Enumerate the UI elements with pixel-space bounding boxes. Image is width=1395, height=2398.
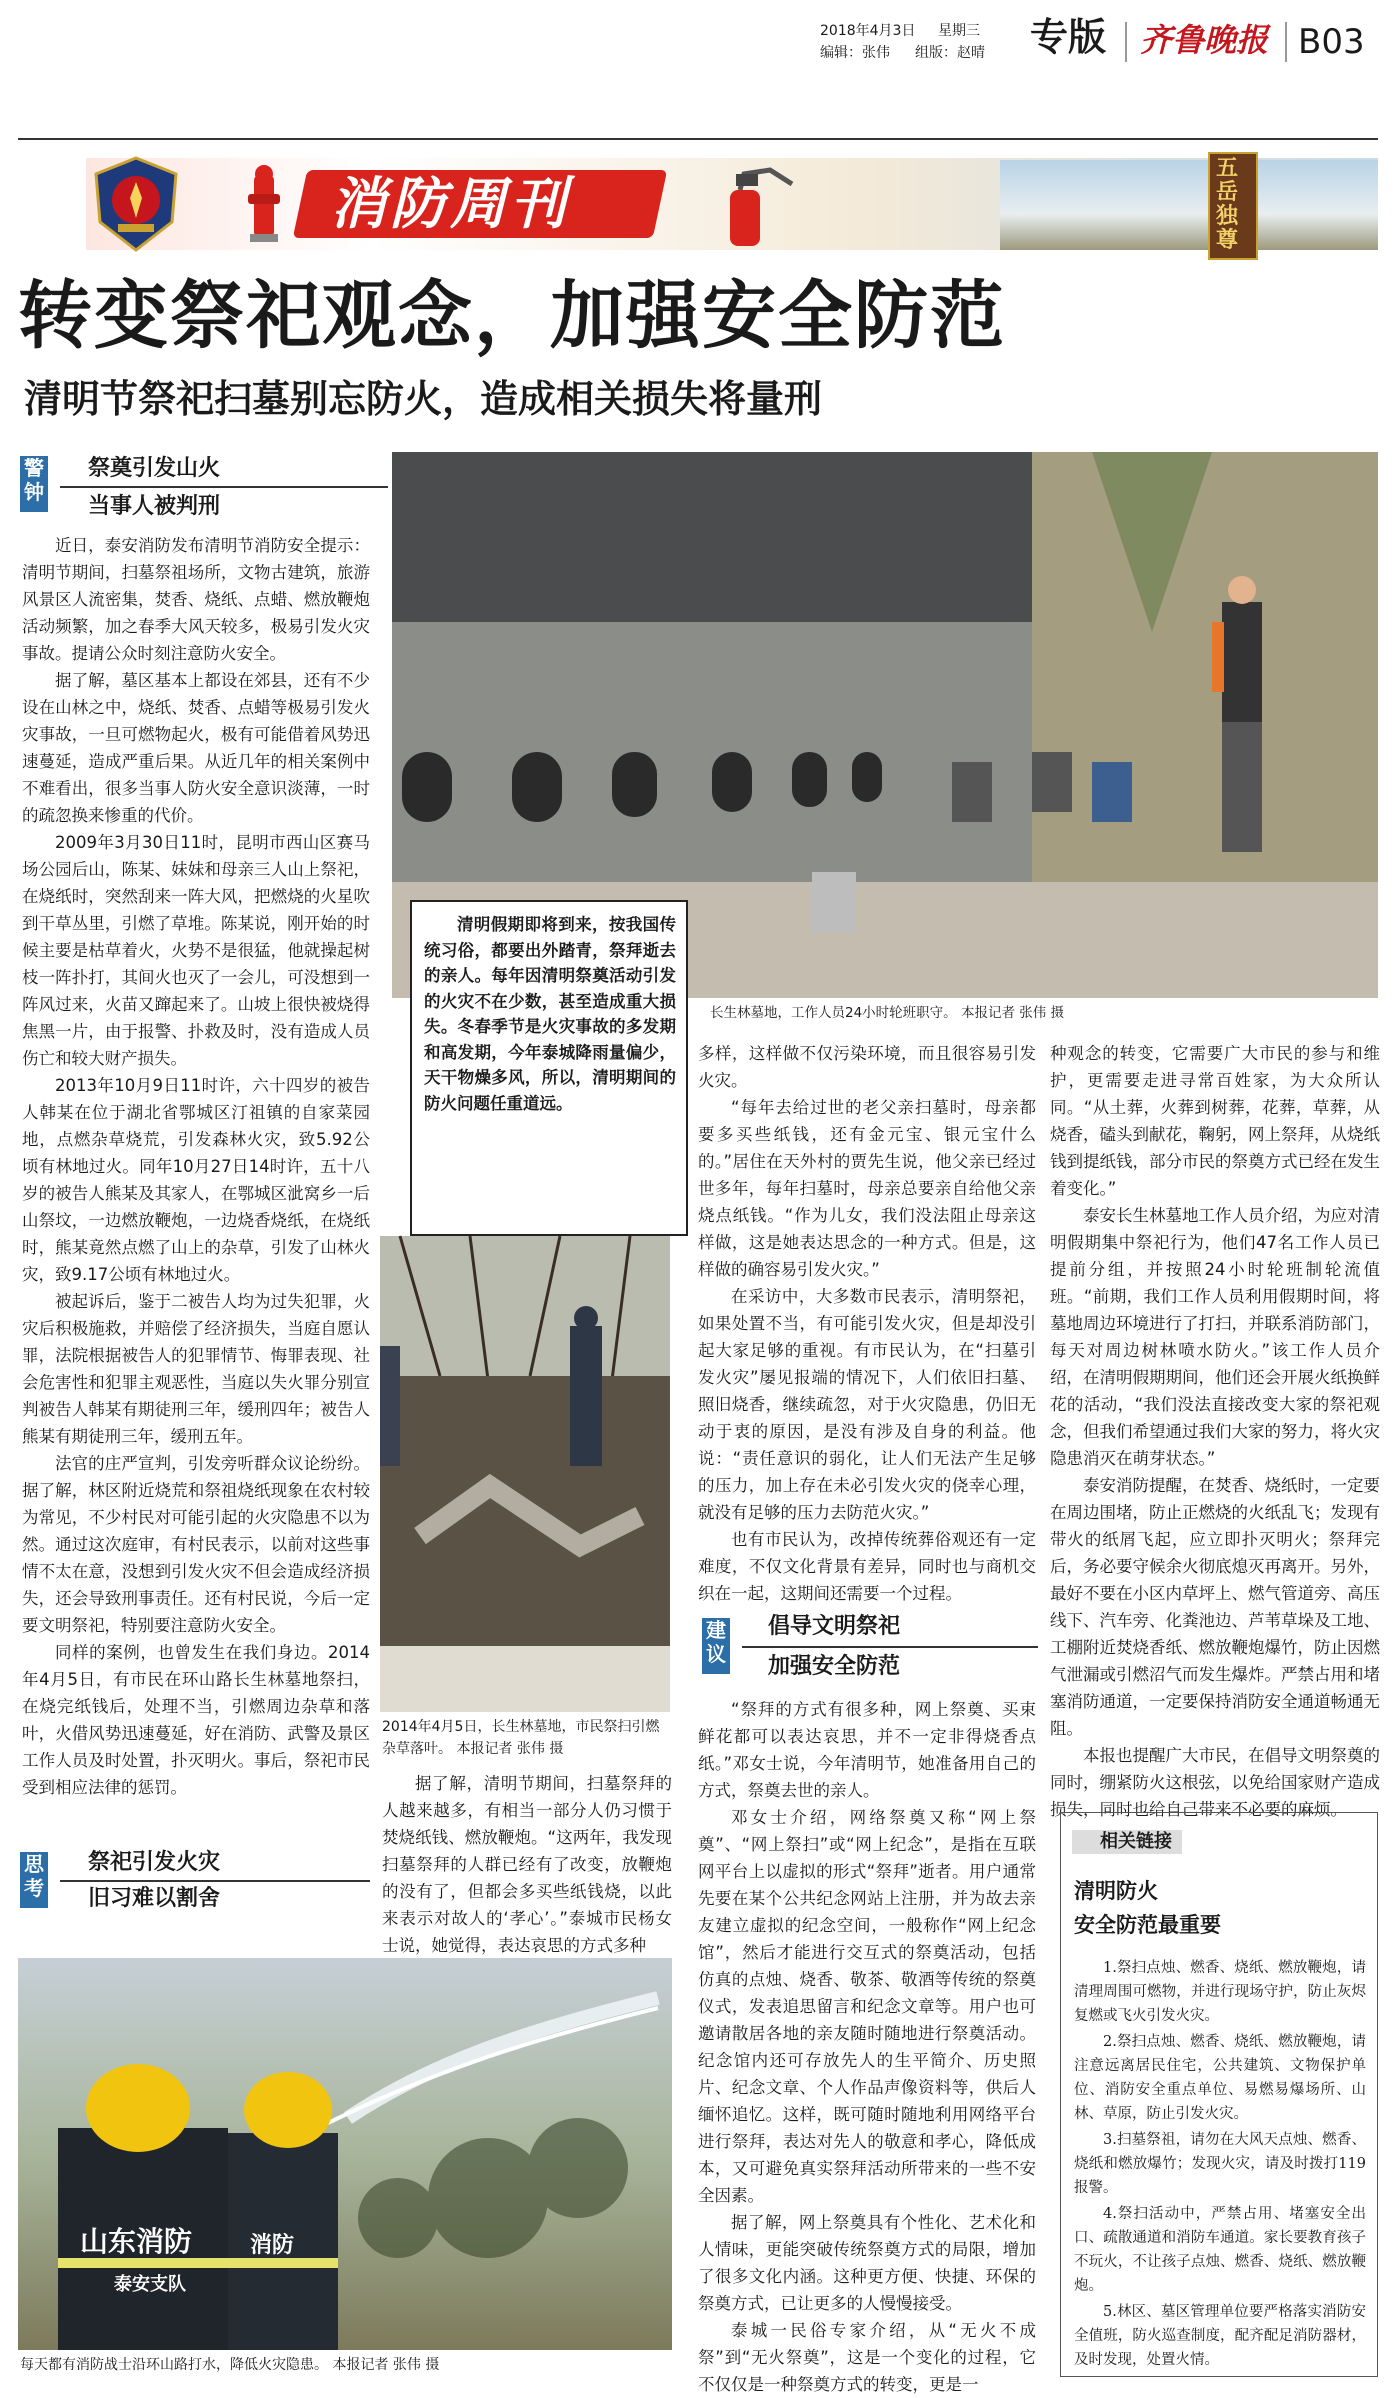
hydrant-icon [244, 164, 284, 244]
tips-label: 相关链接 [1100, 1831, 1172, 1852]
col1-para: 2009年3月30日11时，昆明市西山区赛马场公园后山，陈某、妹妹和母亲三人山上祭祀，在烧纸时，突然刮来一阵大风，把燃烧的火星吹到干草丛里，引燃了草堆。陈某说，刚开始的时候主要是枯草着火，火势不是很猛，他就操起树枝一阵扑打，其间火也灭了一会儿，可没想到一阵风过来，火苗又蹿起来了。山坡上很快被烧得焦黑一片，由于报警、扑救及时，没有造成人员伤亡和较大财产损失。 [22, 833, 370, 1068]
uniform-text-2: 泰安支队 [114, 2274, 186, 2295]
col1-para: 近日，泰安消防发布清明节消防安全提示：清明节期间，扫墓祭祖场所，文物古建筑，旅游风景区人流密集，焚香、烧纸、点蜡、燃放鞭炮活动频繁，加之春季大风天较多，极易引发火灾事故。提请公众时刻注意防火安全。 [22, 536, 370, 663]
page-number: B03 [1298, 22, 1365, 62]
col3-para: 泰城一民俗专家介绍，从“无火不成祭”到“无火祭奠”，这是一个变化的过程，它不仅仅是一种祭奠方式的转变，更是一 [698, 2321, 1036, 2394]
tip-item: 3.扫墓祭祖，请勿在大风天点烛、燃香、烧纸和燃放爆竹；发现火灾，请及时拨打119报警。 [1074, 2132, 1366, 2196]
col4-para: 种观念的转变，它需要广大市民的参与和维护，更需要走进寻常百姓家，为大众所认同。“从土葬，火葬到树葬，花葬，草葬，从烧香，磕头到献花，鞠躬，网上祭拜，从烧纸钱到提纸钱，部分市民的祭奠方式已经在发生着变化。” [1050, 1044, 1380, 1198]
col3-para: 邓女士介绍，网络祭奠又称“网上祭奠”、“网上祭扫”或“网上纪念”，是指在互联网平台上以虚拟的形式“祭拜”逝者。用户通常先要在某个公共纪念网站上注册，并为故去亲友建立虚拟的纪念空间，一般称作“网上纪念馆”，然后才能进行交互式的祭奠活动，包括仿真的点烛、烧香、敬茶、敬酒等传统的祭奠仪式，发表追思留言和纪念文章等。用户也可邀请散居各地的亲友随时随地进行祭奠活动。纪念馆内还可存放先人的生平简介、历史照片、纪念文章、个人作品声像资料等，供后人缅怀追忆。这样，既可随时随地利用网络平台进行祭拜，表达对先人的敬意和孝心，降低成本，又可避免真实祭拜活动所带来的一些不安全因素。 [698, 1808, 1036, 2205]
col2-para: 据了解，清明节期间，扫墓祭拜的人越来越多，有相当一部分人仍习惯于焚烧纸钱、燃放鞭炮。“这两年，我发现扫墓祭拜的人群已经有了改变，放鞭炮的没有了，但都会多买些纸钱烧，以此来表示对故人的‘孝心’。”泰城市民杨女士说，她觉得，表达哀思的方式多种 [382, 1774, 672, 1955]
intro-text: 清明假期即将到来，按我国传统习俗，都要出外踏青，祭拜逝去的亲人。每年因清明祭奠活动引发的火灾不在少数，甚至造成重大损失。冬春季节是火灾事故的多发期和高发期，今年泰城降雨量偏少，天干物燥多风，所以，清明期间的防火问题任重道远。 [424, 915, 676, 1113]
badge-text: 五岳独尊 [1216, 155, 1239, 253]
col3-para: “每年去给过世的老父亲扫墓时，母亲都要多买些纸钱，还有金元宝、银元宝什么的。”居住在天外村的贾先生说，他父亲已经过世多年，每年扫墓时，母亲总要亲自给他父亲烧点纸钱。“作为儿女，我们没法阻止母亲这样做，这是她表达思念的一种方式。但是，这样做的确容易引发火灾。” [698, 1098, 1036, 1279]
uniform-text-3: 消防 [250, 2233, 295, 2258]
tip-item: 1.祭扫点烛、燃香、烧纸、燃放鞭炮，请清理周围可燃物，并进行现场守护，防止灰烬复燃或飞火引发火灾。 [1074, 1960, 1366, 2024]
col1-title-2: 当事人被判刑 [88, 494, 221, 519]
main-photo-caption: 长生林墓地，工作人员24小时轮班职守。 本报记者 张伟 摄 [710, 1005, 1065, 1021]
subheadline: 清明节祭祀扫墓别忘防火，造成相关损失将量刑 [24, 377, 823, 421]
bottom-photo-caption: 每天都有消防战士沿环山路打水，降低火灾隐患。 本报记者 张伟 摄 [20, 2357, 440, 2373]
col1b-title-2: 旧习难以割舍 [88, 1886, 221, 1911]
tips-list [1074, 1956, 1366, 2374]
tag-warning: 警钟 [20, 456, 48, 512]
header-layout: 组版：赵晴 [915, 45, 985, 61]
tips-title-2: 安全防范最重要 [1074, 1913, 1221, 1937]
uniform-text-1: 山东消防 [80, 2225, 193, 2258]
fire-extinguisher-icon [700, 160, 810, 250]
mountain-scenery [1000, 160, 1378, 250]
col3-title-1: 倡导文明祭祀 [768, 1614, 901, 1639]
fire-emblem-icon [84, 152, 188, 256]
page-header [0, 0, 1395, 90]
header-date: 2018年4月3日 [820, 23, 916, 39]
col1-title-1: 祭奠引发山火 [88, 456, 221, 481]
col1-para: 2013年10月9日11时许，六十四岁的被告人韩某在位于湖北省鄂城区汀祖镇的自家菜园地，点燃杂草烧荒，引发森林火灾，致5.92公顷有林地过火。同年10月27日14时许，五十八岁的被告人熊某及其家人，在鄂城区泚窝乡一后山祭坟，一边燃放鞭炮，一边烧香烧纸，在烧纸时，熊某竟然点燃了山上的杂草，引发了山林火灾，致9.17公顷有林地过火。 [22, 1076, 370, 1284]
col3-para: 据了解，网上祭奠具有个性化、艺术化和人情味，更能突破传统祭奠方式的局限，增加了很多文化内涵。这种更方便、快捷、环保的祭奠方式，已让更多的人慢慢接受。 [698, 2213, 1036, 2313]
header-editor: 编辑：张伟 [820, 45, 890, 61]
tip-item: 5.林区、墓区管理单位要严格落实消防安全值班，防火巡查制度，配齐配足消防器材，及时发现，处置火情。 [1074, 2304, 1366, 2368]
tip-item: 4.祭扫活动中，严禁占用、堵塞安全出口、疏散通道和消防车通道。家长要教育孩子不玩火，不让孩子点烛、燃香、烧纸、燃放鞭炮。 [1074, 2206, 1366, 2294]
col1-para: 据了解，墓区基本上都设在郊县，还有不少设在山林之中，烧纸、焚香、点蜡等极易引发火灾事故，一旦可燃物起火，极有可能借着风势迅速蔓延，造成严重后果。从近几年的相关案例中不难看出，很多当事人防火安全意识淡薄，一时的疏忽换来惨重的代价。 [22, 671, 370, 825]
col1-body [22, 532, 370, 1832]
col1-para: 法官的庄严宣判，引发旁听群众议论纷纷。据了解，林区附近烧荒和祭祖烧纸现象在农村较为常见，不少村民对可能引起的火灾隐患不以为然。通过这次庭审，有村民表示，以前对这些事情不太在意，没想到引发火灾不但会造成经济损失，还会导致刑事责任。还有村民说，今后一定要文明祭祀，特别要注意防火安全。 [22, 1454, 370, 1635]
col3-para: “祭拜的方式有很多种，网上祭奠、买束鲜花都可以表达哀思，并不一定非得烧香点纸。”邓女士说，今年清明节，她准备用自己的方式，祭奠去世的亲人。 [698, 1700, 1036, 1800]
col3-bottom [698, 1696, 1036, 2394]
col3-top [698, 1040, 1036, 1603]
col3-title-2: 加强安全防范 [768, 1654, 901, 1679]
headline: 转变祭祀观念，加强安全防范 [18, 273, 1006, 359]
tips-title-1: 清明防火 [1074, 1879, 1158, 1903]
fire-photo [380, 1236, 670, 1712]
col4-para: 泰安长生林墓地工作人员介绍，为应对清明假期集中祭祀行为，他们47名工作人员已提前分组，并按照24小时轮班制轮流值班。“前期，我们工作人员利用假期时间，将墓地周边环境进行了打扫，并联系消防部门，每天对周边树林喷水防火。”该工作人员介绍，在清明假期期间，他们还会开展火纸换鲜花的活动，“我们没法直接改变大家的祭祀观念，但我们希望通过我们大家的努力，将火灾隐患消灭在萌芽状态。” [1050, 1206, 1380, 1468]
col2-body [382, 1770, 672, 1959]
tip-item: 2.祭扫点烛、燃香、烧纸、燃放鞭炮，请注意远离居民住宅，公共建筑、文物保护单位、消防安全重点单位、易燃易爆场所、山林、草原，防止引发火灾。 [1074, 2034, 1366, 2122]
col4-para: 泰安消防提醒，在焚香、烧纸时，一定要在周边围堵，防止正燃烧的火纸乱飞；发现有带火的纸屑飞起，应立即扑灭明火；祭拜完后，务必要守候余火彻底熄灭再离开。另外，最好不要在小区内草坪上、燃气管道旁、高压线下、汽车旁、化粪池边、芦苇草垛及工地、工棚附近焚烧香纸、燃放鞭炮爆竹，防止因燃气泄漏或引燃沼气而发生爆炸。严禁占用和堵塞消防通道，一定要保持消防安全通道畅通无阻。 [1050, 1476, 1380, 1738]
banner-title: 消防周刊 [330, 171, 570, 237]
tag-think: 思考 [20, 1852, 48, 1908]
col4-body [1050, 1040, 1380, 1819]
col4-para: 本报也提醒广大市民，在倡导文明祭奠的同时，绷紧防火这根弦，以免给国家财产造成损失，同时也给自己带来不必要的麻烦。 [1050, 1746, 1380, 1819]
header-section: 专版 [1030, 15, 1107, 59]
col1-para: 被起诉后，鉴于二被告人均为过失犯罪，火灾后积极施救，并赔偿了经济损失，当庭自愿认罪，法院根据被告人的犯罪情节、悔罪表现、社会危害性和犯罪主观恶性，当庭以失火罪分别宣判被告人韩某有期徒刑三年，缓刑四年；被告人熊某有期徒刑三年，缓刑五年。 [22, 1292, 370, 1446]
col3-para: 多样，这样做不仅污染环境，而且很容易引发火灾。 [698, 1044, 1036, 1090]
fire-photo-caption: 2014年4月5日，长生林墓地，市民祭扫引燃杂草落叶。 本报记者 张伟 摄 [382, 1719, 660, 1757]
paper-name-logo: 齐鲁晚报 [1140, 21, 1269, 59]
col3-para: 在采访中，大多数市民表示，清明祭祀，如果处置不当，有可能引发火灾，但是却没引起大家足够的重视。有市民认为，在“扫墓引发火灾”屡见报端的情况下，人们依旧扫墓、照旧烧香，继续疏忽，对于火灾隐患，仍旧无动于衷的原因，是没有涉及自身的利益。他说：“责任意识的弱化，让人们无法产生足够的压力，加上存在未必引发火灾的侥幸心理，就没有足够的压力去防范火灾。” [698, 1287, 1036, 1522]
col1b-title-1: 祭祀引发火灾 [88, 1850, 221, 1875]
tag-suggest: 建议 [702, 1618, 730, 1674]
header-weekday: 星期三 [938, 23, 980, 39]
col3-para: 也有市民认为，改掉传统葬俗观还有一定难度，不仅文化背景有差异，同时也与商机交织在一起，这期间还需要一个过程。 [698, 1530, 1036, 1603]
col1-para: 同样的案例，也曾发生在我们身边。2014年4月5日，有市民在环山路长生林墓地祭扫，在烧完纸钱后，处理不当，引燃周边杂草和落叶，火借风势迅速蔓延，好在消防、武警及景区工作人员及时处置，扑灭明火。事后，祭祀市民受到相应法律的惩罚。 [22, 1643, 370, 1797]
